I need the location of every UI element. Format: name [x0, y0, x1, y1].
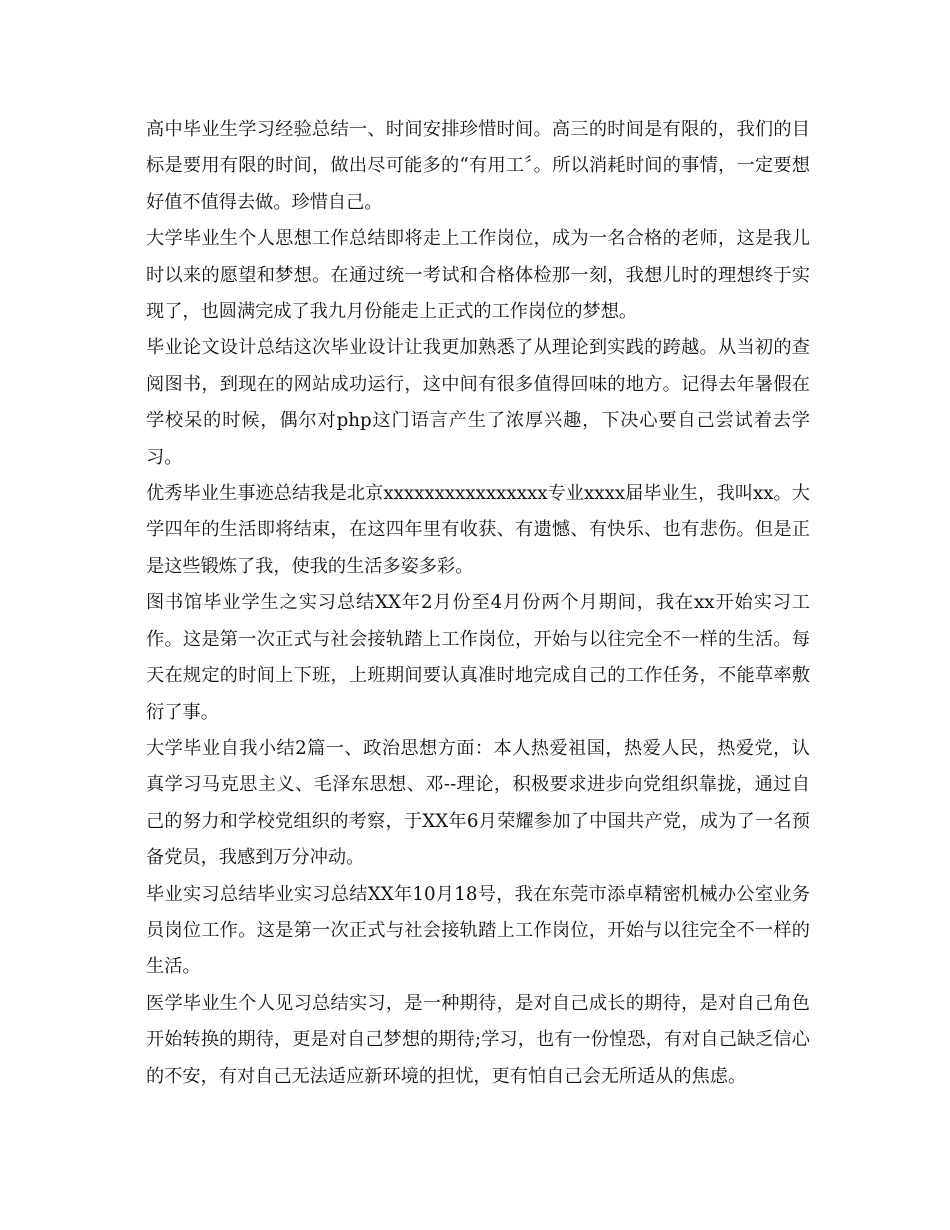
- document-body: [146, 112, 810, 1095]
- paragraph-internship-summary: 毕业实习总结毕业实习总结XX年10月18号，我在东莞市添卓精密机械办公室业务员岗位工作。这是第一次正式与社会接轨踏上工作岗位，开始与以往完全不一样的生活。: [146, 883, 810, 978]
- paragraph-self-summary: 大学毕业自我小结2篇一、政治思想方面：本人热爱祖国，热爱人民，热爱党，认真学习马克思主义、毛泽东思想、邓--理论，积极要求进步向党组织靠拢，通过自己的努力和学校党组织的考察，于XX年6月荣耀参加了中国共产党，成为了一名预备党员，我感到万分冲动。: [146, 737, 810, 869]
- paragraph-personal-thought-summary: 大学毕业生个人思想工作总结即将走上工作岗位，成为一名合格的老师，这是我儿时以来的愿望和梦想。在通过统一考试和合格体检那一刻，我想儿时的理想终于实现了，也圆满完成了我九月份能走上正式的工作岗位的梦想。: [146, 228, 810, 323]
- paragraph-outstanding-graduate-summary: 优秀毕业生事迹总结我是北京xxxxxxxxxxxxxxxx专业xxxx届毕业生，我叫xx。大学四年的生活即将结束，在这四年里有收获、有遗憾、有快乐、也有悲伤。但是正是这些锻炼了我，使我的生活多姿多彩。: [146, 483, 810, 577]
- paragraph-high-school-study-summary: 高中毕业生学习经验总结一、时间安排珍惜时间。高三的时间是有限的，我们的目标是要用有限的时间，做出尽可能多的“有用工〞。所以消耗时间的事情，一定要想好值不值得去做。珍惜自己。: [146, 119, 810, 213]
- paragraph-library-internship-summary: 图书馆毕业学生之实习总结XX年2月份至4月份两个月期间，我在xx开始实习工作。这是第一次正式与社会接轨踏上工作岗位，开始与以往完全不一样的生活。每天在规定的时间上下班，上班期间要认真准时地完成自己的工作任务，不能草率敷衍了事。: [146, 592, 810, 723]
- paragraph-medical-internship-summary: 医学毕业生个人见习总结实习，是一种期待，是对自己成长的期待，是对自己角色开始转换的期待，更是对自己梦想的期待;学习，也有一份惶恐，有对自己缺乏信心的不安，有对自己无法适应新环境的担忧，更有怕自己会无所适从的焦虑。: [146, 992, 810, 1087]
- paragraph-thesis-design-summary: 毕业论文设计总结这次毕业设计让我更加熟悉了从理论到实践的跨越。从当初的查阅图书，到现在的网站成功运行，这中间有很多值得回味的地方。记得去年暑假在学校呆的时候，偶尔对php这门语言产生了浓厚兴趣，下决心要自己尝试着去学习。: [146, 337, 810, 468]
